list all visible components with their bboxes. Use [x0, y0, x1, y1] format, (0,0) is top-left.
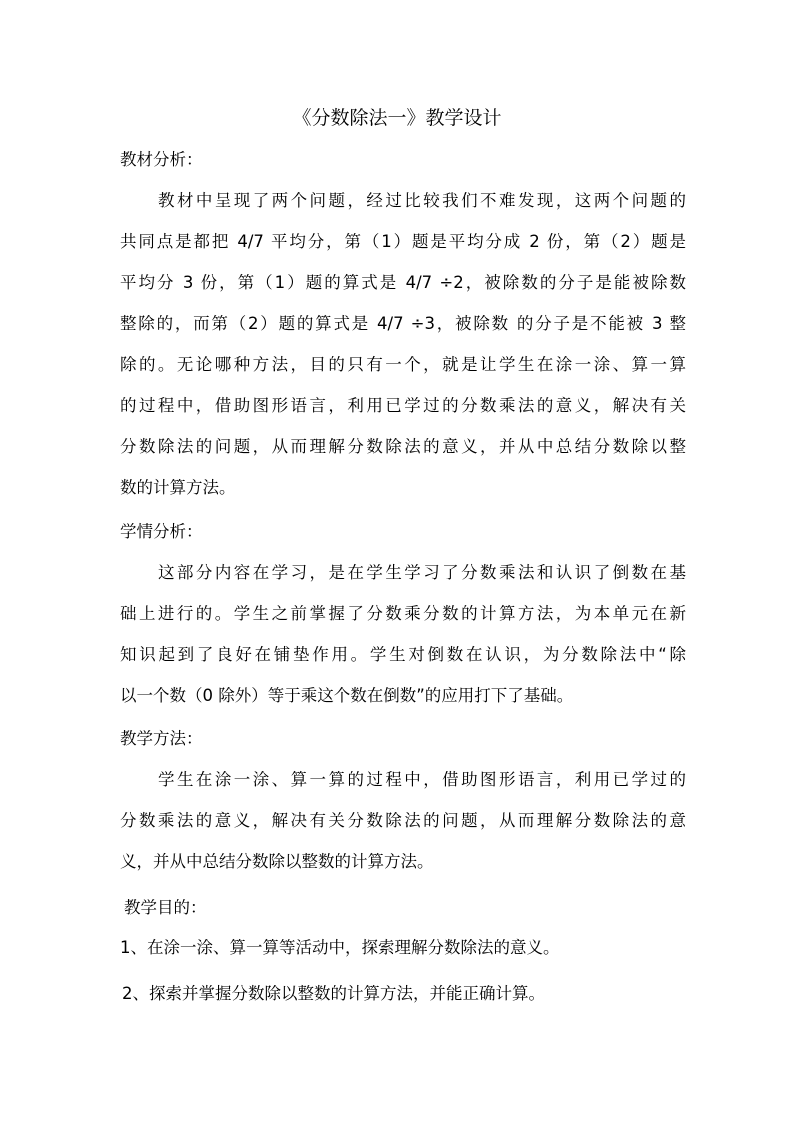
section-heading-learner-analysis: 学情分析： [120, 522, 203, 541]
goal-item-2: 2、探索并掌握分数除以整数的计算方法，并能正确计算。 [122, 984, 545, 1003]
paragraph-line: 教材中呈现了两个问题，经过比较我们不难发现，这两个问题的 [158, 191, 686, 210]
paragraph-line: 分数除法的问题，从而理解分数除法的意义，并从中总结分数除以整 [120, 437, 686, 456]
goal-item-1: 1、在涂一涂、算一算等活动中，探索理解分数除法的意义。 [120, 938, 560, 957]
paragraph-line: 础上进行的。学生之前掌握了分数乘分数的计算方法，为本单元在新 [120, 604, 686, 623]
paragraph-line: 这部分内容在学习，是在学生学习了分数乘法和认识了倒数在基 [158, 563, 686, 582]
paragraph-learner-analysis [120, 552, 686, 716]
document-title: 《分数除法一》教学设计 [292, 107, 502, 129]
section-heading-teaching-goals: 教学目的： [124, 898, 207, 917]
paragraph-line: 以一个数（0 除外）等于乘这个数在倒数”的应用打下了基础。 [120, 686, 574, 705]
paragraph-line: 分数乘法的意义，解决有关分数除法的问题，从而理解分数除法的意 [120, 811, 686, 830]
paragraph-line: 义，并从中总结分数除以整数的计算方法。 [120, 852, 434, 871]
paragraph-line: 共同点是都把 4/7 平均分，第（1）题是平均分成 2 份，第（2）题是 [120, 232, 686, 251]
paragraph-line: 除的。无论哪种方法，目的只有一个，就是让学生在涂一涂、算一算 [120, 355, 686, 374]
section-heading-textbook-analysis: 教材分析： [120, 150, 203, 169]
section-heading-teaching-method: 教学方法： [120, 729, 203, 748]
paragraph-teaching-method [120, 759, 686, 882]
paragraph-line: 平均分 3 份，第（1）题的算式是 4/7 ÷2，被除数的分子是能被除数 [120, 273, 686, 292]
paragraph-line: 知识起到了良好在铺垫作用。学生对倒数在认识，为分数除法中“除 [120, 645, 686, 664]
paragraph-line: 学生在涂一涂、算一算的过程中，借助图形语言，利用已学过的 [158, 770, 686, 789]
paragraph-textbook-analysis [120, 180, 686, 508]
paragraph-line: 数的计算方法。 [120, 478, 236, 497]
paragraph-line: 整除的，而第（2）题的算式是 4/7 ÷3，被除数 的分子是不能被 3 整 [120, 314, 686, 333]
paragraph-line: 的过程中，借助图形语言，利用已学过的分数乘法的意义，解决有关 [120, 396, 686, 415]
